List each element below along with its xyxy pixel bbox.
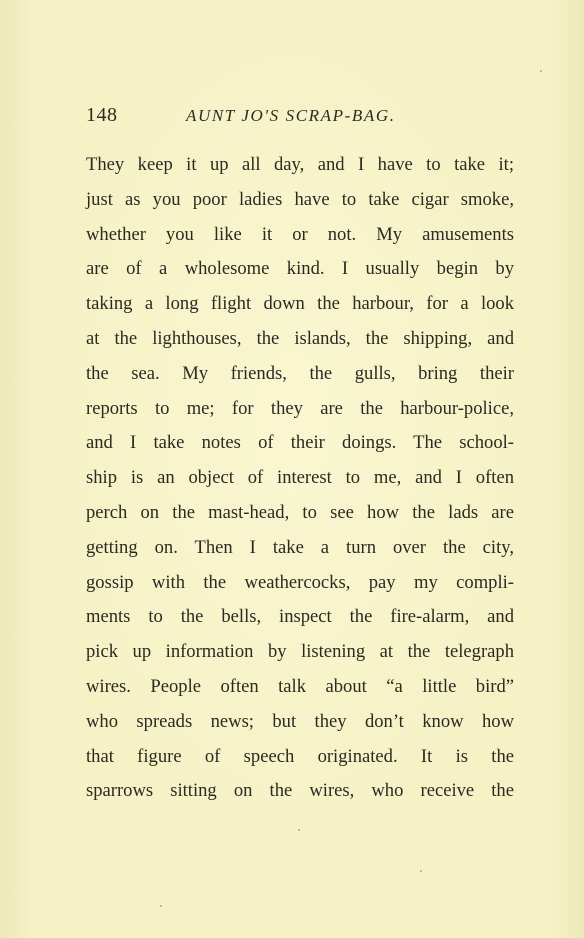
text-line: ship is an object of interest to me, and I often xyxy=(86,467,514,489)
text-line: They keep it up all day, and I have to take it; xyxy=(86,154,514,175)
text-line: ments to the bells, inspect the fire-alarm, and xyxy=(86,606,514,628)
text-line: whether you like it or not. My amusements xyxy=(86,223,514,245)
text-line: just as you poor ladies have to take cigar smoke, xyxy=(86,188,514,210)
paper-speck xyxy=(160,905,162,907)
text-line: are of a wholesome kind. I usually begin by xyxy=(86,258,514,280)
text-line: sparrows sitting on the wires, who receive the xyxy=(86,780,514,802)
text-line: at the lighthouses, the islands, the shipping, and xyxy=(86,327,514,349)
book-title: AUNT JO'S SCRAP-BAG. xyxy=(186,106,396,125)
text-line: wires. People often talk about “a little bird” xyxy=(86,675,514,697)
text-line: and I take notes of their doings. The school- xyxy=(86,432,514,454)
text-line: pick up information by listening at the telegraph xyxy=(86,641,514,663)
text-line: taking a long flight down the harbour, for a look xyxy=(86,293,514,315)
text-line: gossip with the weathercocks, pay my compli- xyxy=(86,571,514,593)
page-number: 148 xyxy=(86,104,118,126)
text-line: getting on. Then I take a turn over the city, xyxy=(86,536,514,558)
body-text xyxy=(86,148,514,809)
running-head xyxy=(86,104,516,130)
paper-speck xyxy=(540,70,542,72)
paper-speck xyxy=(420,870,422,872)
paper-speck xyxy=(298,829,300,831)
text-line: perch on the mast-head, to see how the lads are xyxy=(86,501,514,523)
text-line: who spreads news; but they don’t know how xyxy=(86,710,514,732)
text-line: reports to me; for they are the harbour-police, xyxy=(86,397,514,419)
text-line: the sea. My friends, the gulls, bring their xyxy=(86,362,514,384)
text-line: that figure of speech originated. It is the xyxy=(86,745,514,767)
